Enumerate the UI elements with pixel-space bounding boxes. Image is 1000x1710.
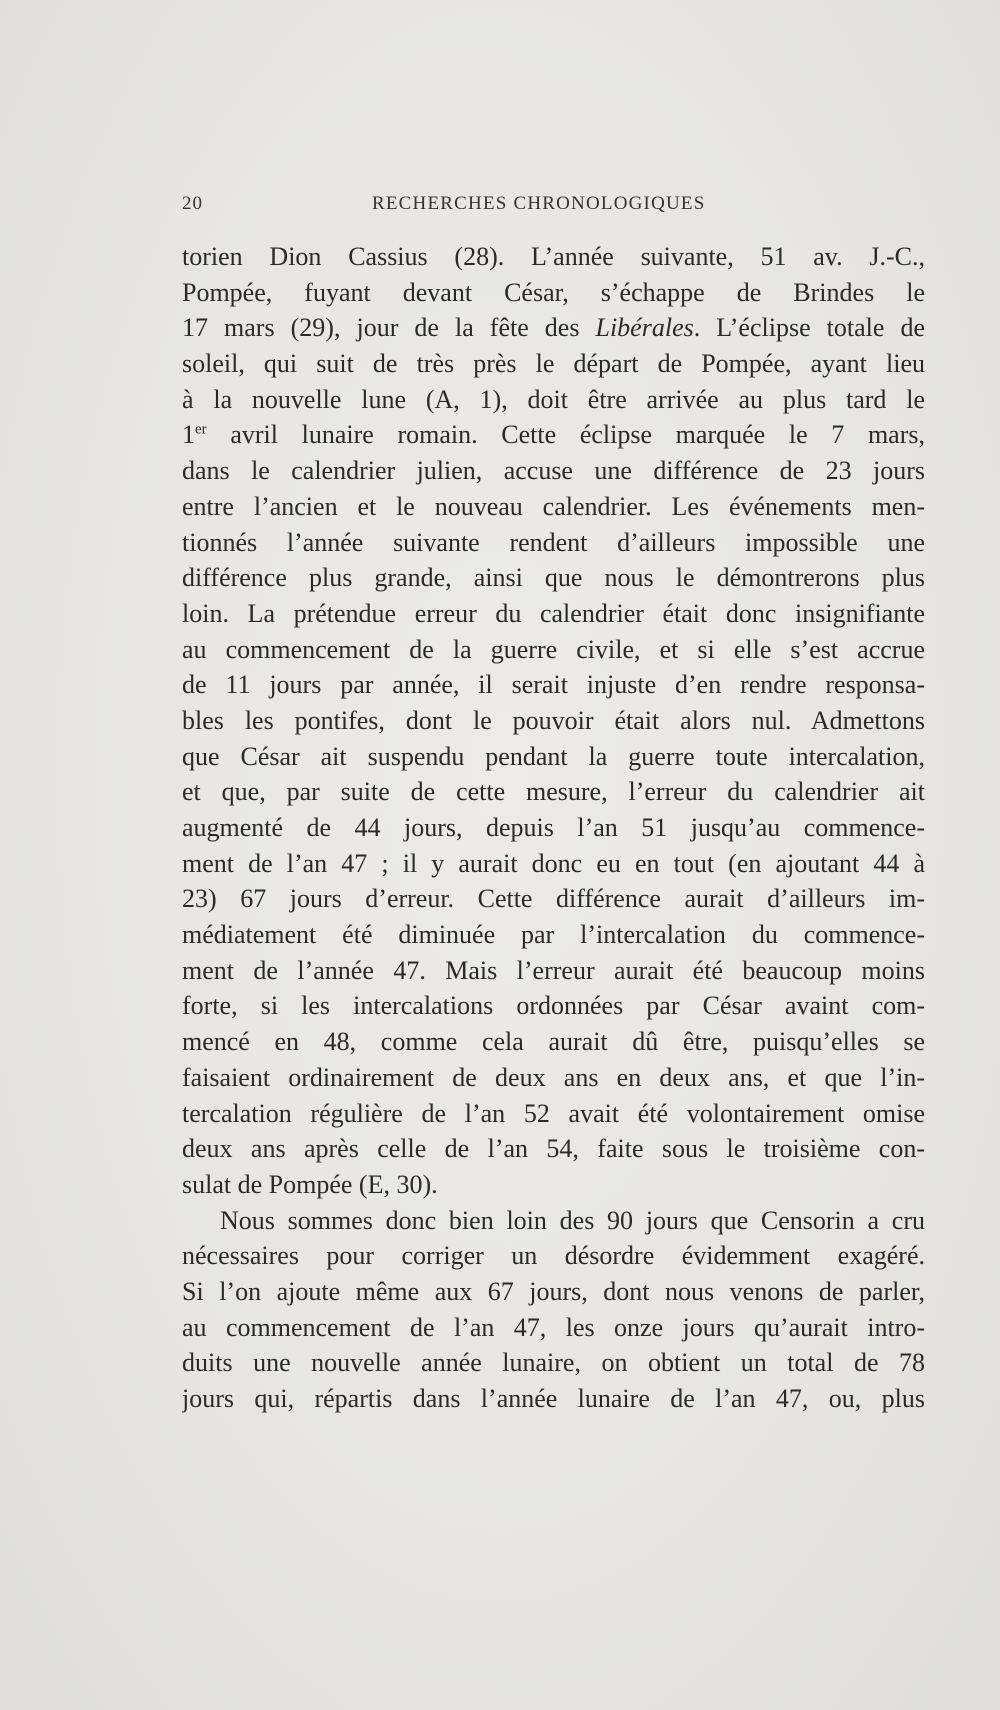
text-line: médiatement été diminuée par l’intercalation du commence- bbox=[182, 920, 925, 950]
text-line: bles les pontifes, dont le pouvoir était alors nul. Admettons bbox=[182, 705, 925, 735]
paragraph-end-line: sulat de Pompée (E, 30). bbox=[182, 1169, 438, 1199]
text-line: 17 mars (29), jour de la fête des Libérales. L’éclipse totale de bbox=[182, 313, 925, 343]
text-line: au commencement de l’an 47, les onze jours qu’aurait intro- bbox=[182, 1312, 925, 1342]
page-number: 20 bbox=[182, 193, 203, 214]
text-line: différence plus grande, ainsi que nous le démontrerons plus bbox=[182, 563, 925, 593]
text-line: ment de l’an 47 ; il y aurait donc eu en tout (en ajoutant 44 à bbox=[182, 848, 925, 878]
text-line: mencé en 48, comme cela aurait dû être, puisqu’elles se bbox=[182, 1027, 925, 1057]
text-line: loin. La prétendue erreur du calendrier était donc insignifiante bbox=[182, 598, 925, 628]
text-line: faisaient ordinairement de deux ans en deux ans, et que l’in- bbox=[182, 1062, 925, 1092]
paragraph-start-line: Nous sommes donc bien loin des 90 jours que Censorin a cru bbox=[220, 1205, 925, 1235]
text-line: augmenté de 44 jours, depuis l’an 51 jusqu’au commence- bbox=[182, 813, 925, 842]
text-line: et que, par suite de cette mesure, l’erreur du calendrier ait bbox=[182, 777, 925, 807]
superscript: er bbox=[195, 421, 207, 438]
text-line: tionnés l’année suivante rendent d’ailleurs impossible une bbox=[182, 527, 925, 557]
text-line: duits une nouvelle année lunaire, on obtient un total de 78 bbox=[182, 1348, 925, 1378]
text-line: de 11 jours par année, il serait injuste d’en rendre responsa- bbox=[182, 670, 925, 700]
text-line: deux ans après celle de l’an 54, faite sous le troisième con- bbox=[182, 1134, 925, 1164]
italic-word: Libérales bbox=[595, 313, 694, 343]
text-line: torien Dion Cassius (28). L’année suivante, 51 av. J.-C., bbox=[182, 242, 925, 271]
text-line: que César ait suspendu pendant la guerre toute intercalation, bbox=[182, 741, 925, 771]
text-line: 1er avril lunaire romain. Cette éclipse marquée le 7 mars, bbox=[182, 420, 925, 450]
running-title: RECHERCHES CHRONOLOGIQUES bbox=[372, 193, 706, 214]
text-line: ment de l’année 47. Mais l’erreur aurait été beaucoup moins bbox=[182, 955, 925, 985]
running-head bbox=[182, 193, 925, 223]
text-line: Pompée, fuyant devant César, s’échappe de Brindes le bbox=[182, 277, 925, 307]
text-line: forte, si les intercalations ordonnées par César avaint com- bbox=[182, 991, 925, 1021]
text-line: nécessaires pour corriger un désordre évidemment exagéré. bbox=[182, 1241, 925, 1271]
text-line: au commencement de la guerre civile, et si elle s’est accrue bbox=[182, 634, 925, 664]
text-line: 23) 67 jours d’erreur. Cette différence aurait d’ailleurs im- bbox=[182, 884, 925, 914]
text-line: jours qui, répartis dans l’année lunaire de l’an 47, ou, plus bbox=[182, 1384, 925, 1413]
text-line: soleil, qui suit de très près le départ de Pompée, ayant lieu bbox=[182, 349, 925, 379]
text-line: Si l’on ajoute même aux 67 jours, dont nous venons de parler, bbox=[182, 1276, 925, 1306]
text-line: tercalation régulière de l’an 52 avait été volontairement omise bbox=[182, 1098, 925, 1128]
body-text bbox=[182, 239, 925, 1417]
text-line: dans le calendrier julien, accuse une différence de 23 jours bbox=[182, 456, 925, 486]
text-line: entre l’ancien et le nouveau calendrier. Les événements men- bbox=[182, 491, 925, 521]
text-line: à la nouvelle lune (A, 1), doit être arrivée au plus tard le bbox=[182, 384, 925, 414]
